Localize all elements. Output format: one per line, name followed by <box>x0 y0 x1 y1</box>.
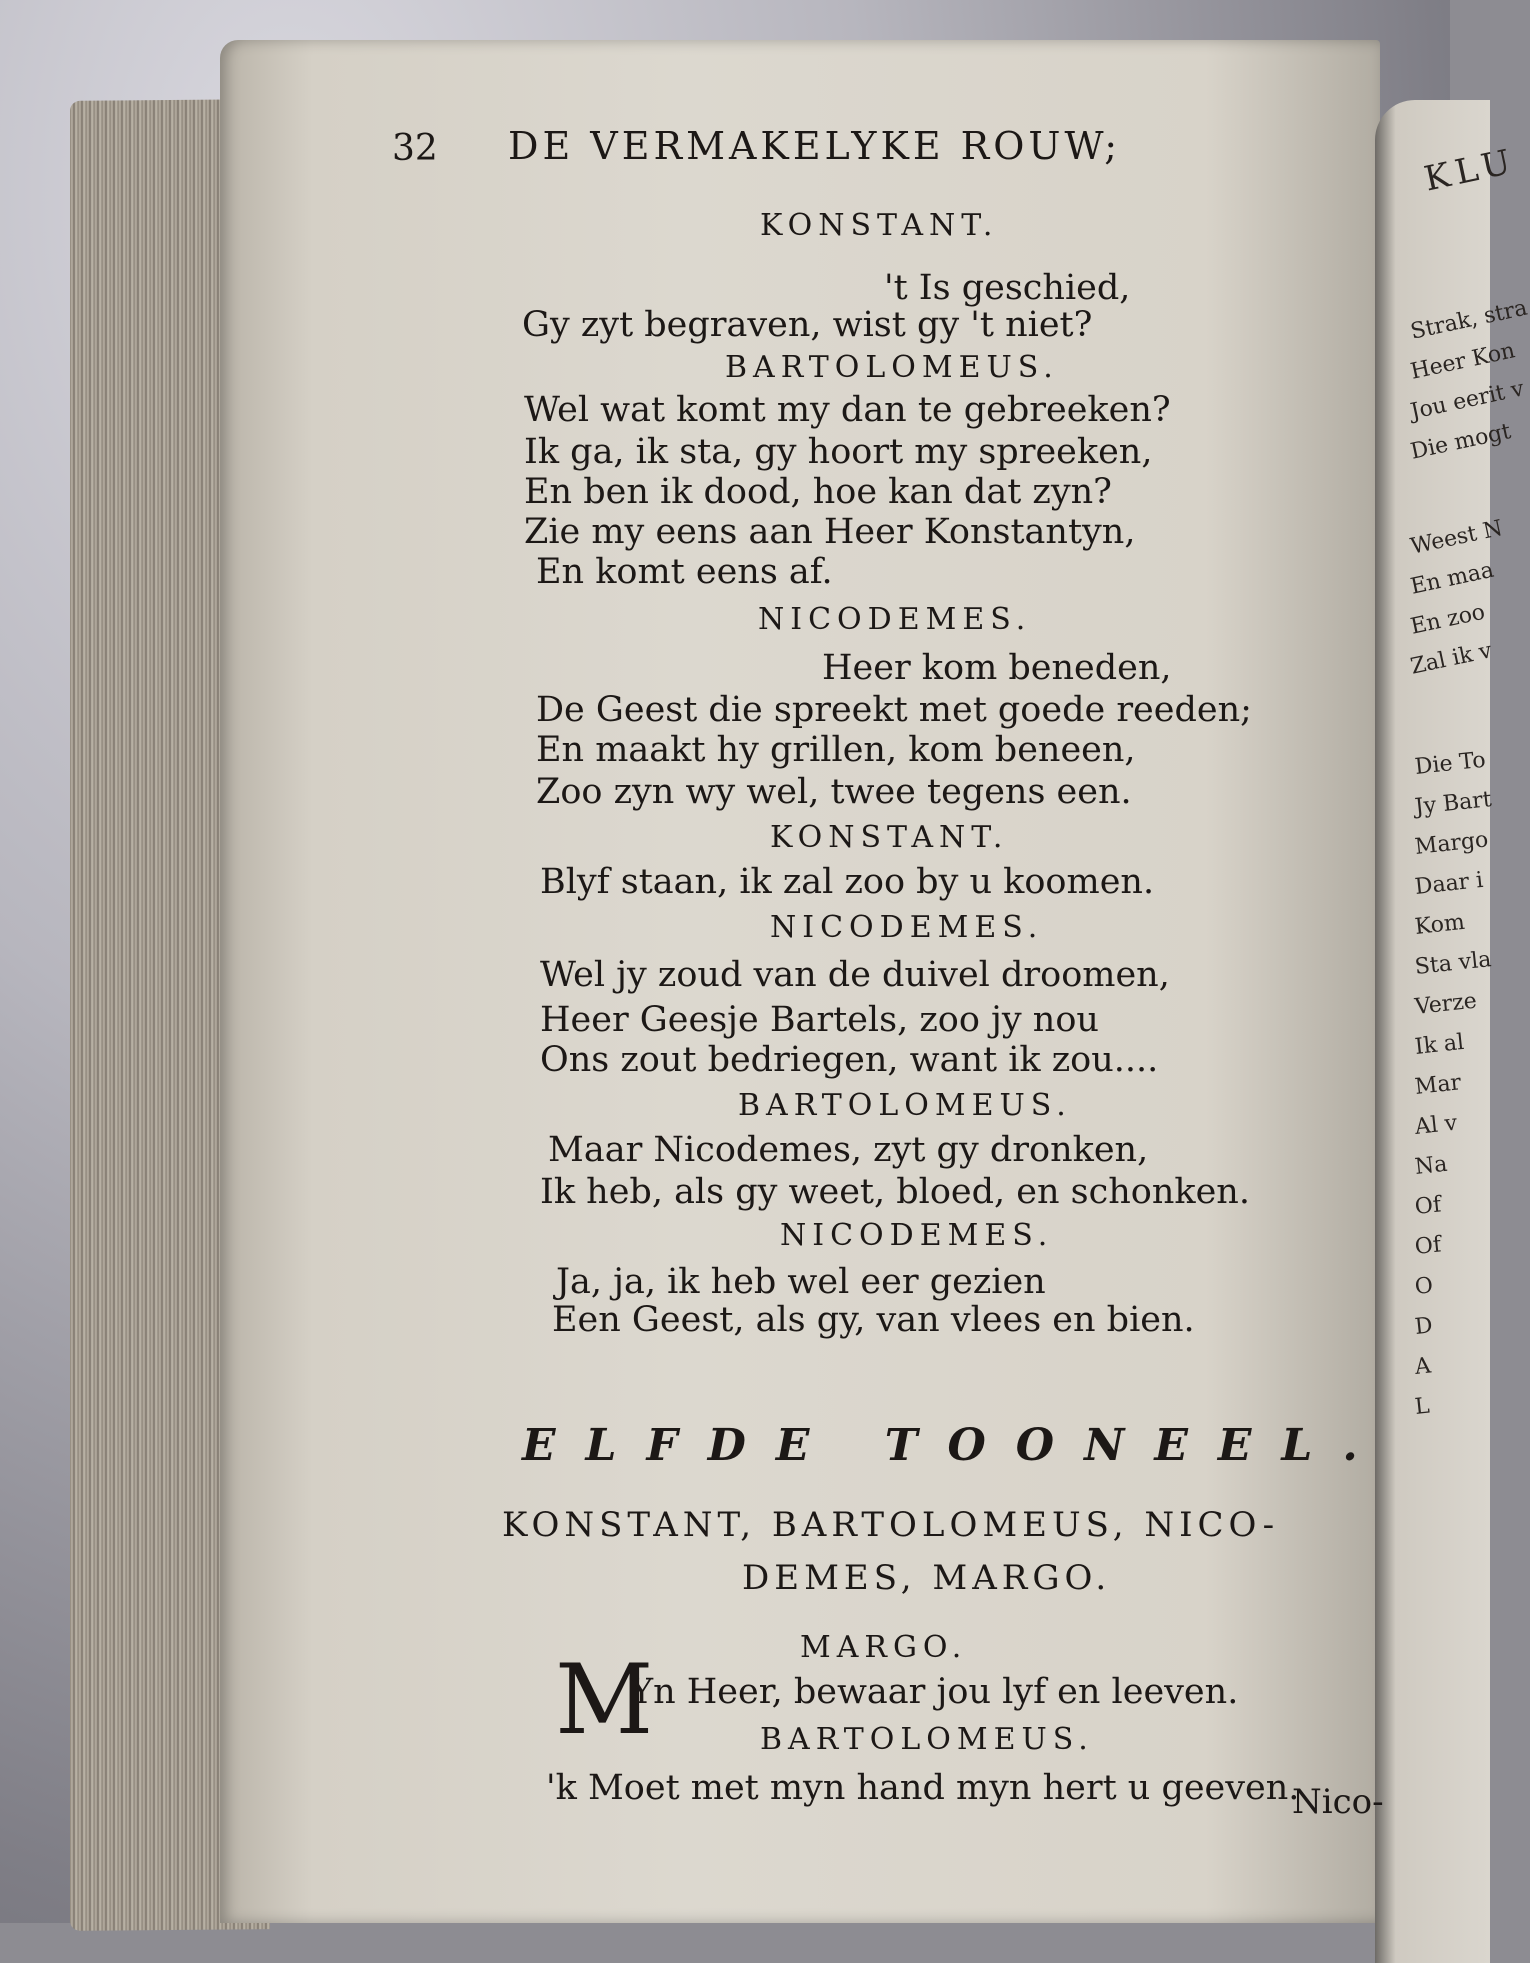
verse-line: Ik ga, ik sta, gy hoort my spreeken, <box>524 432 1153 472</box>
verse-line: Zoo zyn wy wel, twee tegens een. <box>536 772 1132 812</box>
verse-line: Ik heb, als gy weet, bloed, en schonken. <box>540 1172 1250 1212</box>
verse-line: Zie my eens aan Heer Konstantyn, <box>524 512 1136 552</box>
verse-line: Heer kom beneden, <box>822 648 1172 688</box>
facing-text-fragment: Jy Bart <box>1413 787 1493 820</box>
facing-text-fragment: En maa <box>1408 557 1497 600</box>
facing-text-fragment: Al v <box>1413 1110 1459 1140</box>
facing-text-fragment: Mar <box>1413 1070 1463 1100</box>
verse-line: Blyf staan, ik zal zoo by u koomen. <box>540 862 1155 902</box>
speaker-name: BARTOLOMEUS. <box>738 1088 1072 1123</box>
facing-text-fragment: Margo <box>1413 827 1490 860</box>
facing-text-fragment: Na <box>1413 1151 1449 1180</box>
page-number: 32 <box>392 128 438 169</box>
facing-text-fragment: Sta vla <box>1413 947 1493 980</box>
verse-line: Gy zyt begraven, wist gy 't niet? <box>522 305 1093 345</box>
facing-page <box>1375 100 1530 1963</box>
facing-text-fragment: En zoo <box>1408 599 1488 640</box>
speaker-name: NICODEMES. <box>780 1218 1054 1253</box>
facing-running-head: KLU <box>1420 141 1520 200</box>
facing-text-fragment: Strak, stra <box>1408 295 1530 345</box>
facing-text-fragment: D <box>1413 1313 1434 1340</box>
verse-line: En maakt hy grillen, kom beneen, <box>536 730 1136 770</box>
scene-heading: ELFDE TOONEEL. <box>522 1420 1388 1471</box>
facing-text-fragment: Jou eerit v <box>1408 376 1527 425</box>
facing-text-fragment: Die To <box>1413 747 1487 780</box>
verse-line: En ben ik dood, hoe kan dat zyn? <box>524 472 1112 512</box>
verse-line: 'k Moet met myn hand myn hert u geeven. <box>546 1768 1300 1808</box>
drop-cap: M <box>555 1644 654 1756</box>
facing-text-fragment: Die mogt <box>1408 419 1514 465</box>
facing-text-fragment: O <box>1413 1273 1435 1300</box>
facing-text-fragment: Of <box>1413 1192 1443 1220</box>
verse-line: En komt eens af. <box>536 552 833 592</box>
verse-line: Een Geest, als gy, van vlees en bien. <box>552 1300 1195 1340</box>
verse-line: Maar Nicodemes, zyt gy dronken, <box>548 1130 1149 1170</box>
verse-line: Ja, ja, ik heb wel eer gezien <box>556 1262 1046 1302</box>
facing-text-fragment: A <box>1413 1353 1433 1380</box>
running-head: DE VERMAKELYKE ROUW; <box>508 124 1122 168</box>
speaker-name: MARGO. <box>800 1630 968 1665</box>
facing-text-fragment: L <box>1413 1393 1431 1420</box>
facing-text-fragment: Weest N <box>1408 515 1505 560</box>
catchword: Nico- <box>1292 1782 1384 1822</box>
facing-text-fragment: Kom <box>1413 909 1466 940</box>
speaker-name: BARTOLOMEUS. <box>725 350 1059 385</box>
speaker-name: NICODEMES. <box>758 602 1032 637</box>
verse-line: Wel wat komt my dan te gebreeken? <box>524 390 1171 430</box>
verse-line: 't Is geschied, <box>884 268 1131 308</box>
speaker-name: KONSTANT. <box>770 820 1009 855</box>
cast-list-line-2: DEMES, MARGO. <box>742 1558 1112 1598</box>
speaker-name: KONSTANT. <box>760 208 999 243</box>
facing-text-fragment: Ik al <box>1413 1029 1466 1060</box>
speaker-name: NICODEMES. <box>770 910 1044 945</box>
facing-text-fragment: Zal ik v <box>1408 638 1495 680</box>
speaker-name: BARTOLOMEUS. <box>760 1722 1094 1757</box>
facing-text-fragment: Daar i <box>1413 867 1485 900</box>
verse-line: Yn Heer, bewaar jou lyf en leeven. <box>630 1672 1239 1712</box>
cast-list-line-1: KONSTANT, BARTOLOMEUS, NICO- <box>502 1505 1280 1545</box>
verse-line: Ons zout bedriegen, want ik zou.... <box>540 1040 1159 1080</box>
facing-text-fragment: Of <box>1413 1232 1443 1260</box>
verse-line: Wel jy zoud van de duivel droomen, <box>540 955 1170 995</box>
facing-text-fragment: Verze <box>1413 988 1478 1020</box>
verse-line: De Geest die spreekt met goede reeden; <box>536 690 1252 730</box>
verse-line: Heer Geesje Bartels, zoo jy nou <box>540 1000 1099 1040</box>
facing-text-fragment: Heer Kon <box>1408 338 1518 385</box>
